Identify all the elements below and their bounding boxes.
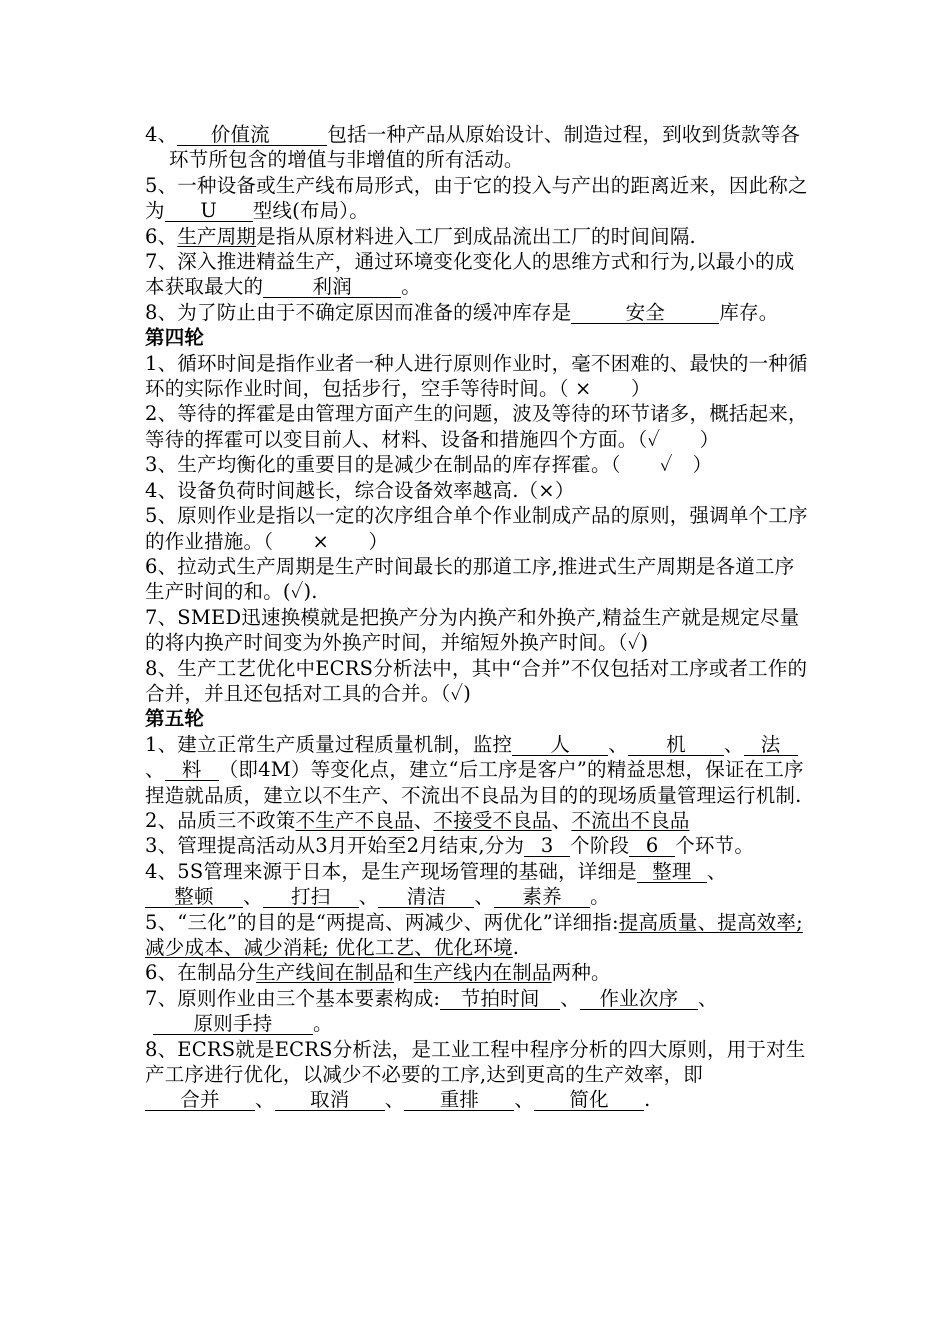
question-text: 型线(布局）。 [252, 199, 369, 223]
answer-blank: 打扫 [263, 886, 359, 908]
answer-blank: 价值流 [177, 124, 327, 146]
question-text: 4、5S管理来源于日本，是生产现场管理的基础，详细是 [145, 859, 637, 883]
answer-blank: 素养 [494, 886, 590, 908]
separator: 、 [474, 885, 495, 909]
question-text: 。 [590, 885, 610, 909]
answer-blank: 整理 [637, 861, 707, 883]
question-text: 。 [401, 275, 421, 299]
answer-blank: 料 [165, 759, 219, 781]
answer-underlined: 不流出不良品 [571, 808, 690, 832]
round4-item: 1、循环时间是指作业者一种人进行原则作业时，毫不困难的、最快的一种循环的实际作业时间，包括步行，空手等待时间。（ × ） [145, 351, 808, 401]
answer-blank: 原则手持 [153, 1013, 313, 1035]
round5-question-7 [145, 986, 810, 1037]
answer-underlined: 不生产不良品 [295, 808, 414, 832]
section-heading-round-4: 第四轮 [145, 326, 205, 350]
question-text: 7、原则作业由三个基本要素构成: [145, 986, 441, 1010]
answer-blank: 简化 [534, 1089, 644, 1111]
question-text: . [644, 1088, 651, 1112]
question-text: 两种。 [551, 961, 611, 985]
question-text: 库存。 [719, 300, 779, 324]
separator: 、 [514, 1088, 535, 1112]
answer-blank: 取消 [275, 1089, 385, 1111]
question-8 [145, 300, 810, 325]
question-text: 8、ECRS就是ECRS分析法，是工业工程中程序分析的四大原则，用于对生产工序进行优化，以减少不必要的工序,达到更高的生产效率，即 [145, 1037, 806, 1087]
separator: 、 [255, 1088, 275, 1112]
separator: 、 [560, 986, 580, 1010]
round4-item: 8、生产工艺优化中ECRS分析法中，其中“合并”不仅包括对工序或者工作的合并，并且还包括对工具的合并。（✓) [145, 656, 808, 705]
round5-question-3 [145, 833, 810, 858]
document-body [145, 122, 810, 1113]
question-text: 包括一种产品从原始设计、制造过程，到收到货款等各环节所包含的增值与非增值的所有活动。 [169, 123, 801, 172]
answer-blank: 安全 [571, 302, 719, 324]
round5-question-4 [145, 859, 810, 910]
separator: 、 [413, 808, 434, 832]
question-text: 6、在制品分 [145, 961, 257, 985]
question-6 [145, 224, 810, 249]
answer-underlined: 生产周期 [177, 224, 257, 248]
answer-blank: 整顿 [145, 886, 243, 908]
question-text: 3、管理提高活动从3月开始至2月结束,分为 [145, 834, 525, 858]
separator: 、 [706, 859, 727, 883]
answer-blank: 合并 [145, 1089, 255, 1111]
question-7 [145, 249, 810, 300]
answer-underlined: 生产线间在制品 [256, 961, 395, 985]
answer-blank: 人 [512, 734, 608, 756]
round4-item: 2、等待的挥霍是由管理方面产生的问题，波及等待的环节诸多，概括起来，等待的挥霍可以变目前人、材料、设备和措施四个方面。（✓ ） [145, 402, 808, 451]
question-text: 5、“三化”的目的是“两提高、两减少、两优化”详细指: [145, 910, 619, 934]
question-text: 8、为了防止由于不确定原因而准备的缓冲库存是 [145, 300, 572, 324]
separator: 、 [358, 885, 379, 909]
separator: 、 [608, 732, 628, 756]
round4-item: 4、设备负荷时间越长，综合设备效率越高.（×） [145, 478, 575, 502]
question-text: 和 [394, 961, 414, 985]
separator: 、 [697, 986, 718, 1010]
round5-question-2 [145, 808, 810, 833]
answer-blank: 机 [628, 734, 724, 756]
separator: 、 [551, 808, 572, 832]
answer-blank: 清洁 [378, 886, 474, 908]
section-heading-round-5: 第五轮 [145, 707, 205, 731]
answer-underlined: 生产线内在制品 [413, 961, 552, 985]
answer-blank: 6 [629, 835, 675, 857]
question-text: （即4M）等变化点，建立“后工序是客户”的精益思想，保证在工序捏造就品质，建立以不生产、不流出不良品为目的的现场质量管理运行机制. [145, 758, 804, 807]
question-number: 4、 [145, 123, 178, 146]
round5-question-6 [145, 960, 810, 985]
separator: 、 [145, 758, 165, 782]
question-text: 2、品质三不政策 [145, 808, 296, 832]
question-text: . [512, 936, 520, 959]
answer-blank: 重排 [404, 1089, 514, 1111]
question-text: 个环节。 [675, 834, 755, 858]
question-4 [145, 122, 810, 173]
answer-blank: 节拍时间 [440, 988, 560, 1010]
round4-item: 6、拉动式生产周期是生产时间最长的那道工序,推进式生产周期是各道工序生产时间的和。(✓). [145, 554, 795, 604]
answer-underlined: 提高质量、提高效率; 减少成本、减少消耗; 优化工艺、优化环境 [145, 910, 803, 959]
answer-blank: 利润 [263, 276, 401, 298]
separator: 、 [243, 885, 263, 909]
answer-blank: 3 [524, 835, 570, 857]
round5-question-8 [145, 1037, 810, 1113]
question-text: 是指从原材料进入工厂到成品流出工厂的时间间隔. [256, 224, 696, 248]
question-text: 个阶段 [570, 834, 630, 858]
separator: 、 [723, 732, 744, 756]
question-text: 1、建立正常生产质量过程质量机制，监控 [145, 732, 513, 756]
round5-question-1 [145, 732, 810, 808]
question-text: 7、深入推进精益生产，通过环境变化变化人的思维方式和行为,以最小的成本获取最大的 [145, 250, 795, 299]
answer-underlined: 不接受不良品 [433, 808, 552, 832]
answer-blank: 作业次序 [580, 988, 698, 1010]
answer-blank: U [165, 200, 253, 222]
question-5 [145, 173, 810, 224]
answer-blank: 法 [744, 734, 798, 756]
question-number: 6、 [145, 224, 178, 248]
round4-item: 7、SMED迅速换模就是把换产分为内换产和外换产,精益生产就是规定尽量的将内换产时间变为外换产时间，并缩短外换产时间。（✓) [145, 605, 800, 655]
round5-question-5 [145, 910, 810, 961]
separator: 、 [384, 1088, 405, 1112]
question-text: 5、一种设备或生产线布局形式，由于它的投入与产出的距离近来，因此称之为 [145, 173, 808, 223]
question-text: 。 [313, 1012, 333, 1036]
round4-item: 5、原则作业是指以一定的次序组合单个作业制成产品的原则，强调单个工序的作业措施。（ × ） [145, 504, 808, 553]
round4-item: 3、生产均衡化的重要目的是减少在制品的库存挥霍。（ ✓ ） [145, 453, 713, 477]
